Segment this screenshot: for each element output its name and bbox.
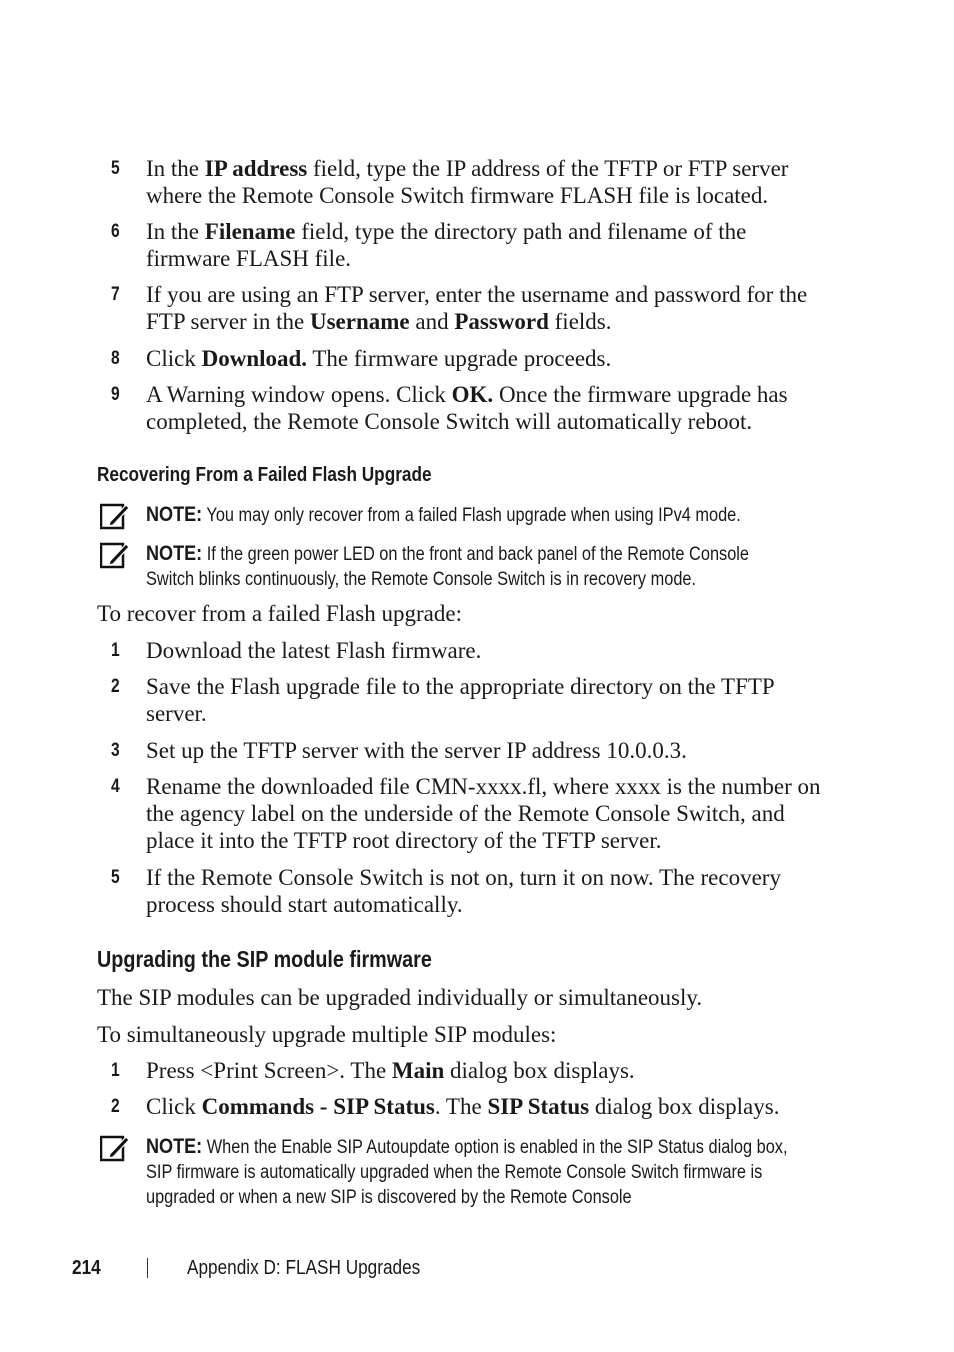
- intro-paragraph: To recover from a failed Flash upgrade:: [97, 601, 462, 626]
- step-number: 9: [111, 384, 120, 405]
- step-text: If you are using an FTP server, enter the username and password for the FTP server in the Username and Password fields.: [146, 282, 808, 334]
- step-number: 3: [111, 740, 120, 761]
- footer-section-title: Appendix D: FLASH Upgrades: [187, 1257, 421, 1279]
- section-heading: Upgrading the SIP module firmware: [97, 946, 432, 972]
- note-pencil-icon: [100, 541, 130, 569]
- step-number: 1: [111, 640, 120, 661]
- step-text: Save the Flash upgrade file to the appropriate directory on the TFTP server.: [146, 674, 774, 726]
- step-number: 2: [111, 676, 120, 697]
- step-number: 6: [111, 221, 120, 242]
- footer-divider: [147, 1258, 148, 1278]
- step-number: 5: [111, 158, 120, 179]
- step-text: If the Remote Console Switch is not on, turn it on now. The recovery process should start automatically.: [146, 865, 781, 917]
- paragraph: To simultaneously upgrade multiple SIP modules:: [97, 1022, 557, 1047]
- step-text: Click Download. The firmware upgrade proceeds.: [146, 346, 612, 371]
- step-text: In the IP address field, type the IP address of the TFTP or FTP server where the Remote Console Switch firmware FLASH file is located.: [146, 156, 789, 208]
- page-number: 214: [72, 1257, 101, 1279]
- step-text: A Warning window opens. Click OK. Once the firmware upgrade has completed, the Remote Console Switch will automatically reboot.: [146, 382, 788, 434]
- step-text: Download the latest Flash firmware.: [146, 638, 482, 663]
- step-text: Press <Print Screen>. The Main dialog box displays.: [146, 1058, 635, 1083]
- step-number: 8: [111, 348, 120, 369]
- note-pencil-icon: [100, 1134, 130, 1162]
- note-text: NOTE: When the Enable SIP Autoupdate option is enabled in the SIP Status dialog box, SIP firmware is automatically upgraded when the Remote Console Switch firmware is upgraded or when a new SIP is discovered by the Remote Console: [146, 1135, 788, 1208]
- step-text: Click Commands - SIP Status. The SIP Status dialog box displays.: [146, 1094, 780, 1119]
- note-text: NOTE: If the green power LED on the front and back panel of the Remote Console Switch blinks continuously, the Remote Console Switch is in recovery mode.: [146, 542, 750, 590]
- step-text: In the Filename field, type the directory path and filename of the firmware FLASH file.: [146, 219, 747, 271]
- paragraph: The SIP modules can be upgraded individually or simultaneously.: [97, 985, 703, 1010]
- note-text: NOTE: You may only recover from a failed Flash upgrade when using IPv4 mode.: [146, 503, 741, 526]
- step-number: 1: [111, 1060, 120, 1081]
- note-pencil-icon: [100, 502, 130, 530]
- subsection-heading: Recovering From a Failed Flash Upgrade: [97, 464, 432, 486]
- step-number: 4: [111, 776, 120, 797]
- step-text: Set up the TFTP server with the server IP address 10.0.0.3.: [146, 738, 687, 763]
- step-number: 2: [111, 1096, 120, 1117]
- step-text: Rename the downloaded file CMN-xxxx.fl, where xxxx is the number on the agency label on the underside of the Remote Console Switch, and place it into the TFTP root directory of the TFTP server.: [146, 774, 821, 853]
- step-number: 5: [111, 867, 120, 888]
- step-number: 7: [111, 284, 120, 305]
